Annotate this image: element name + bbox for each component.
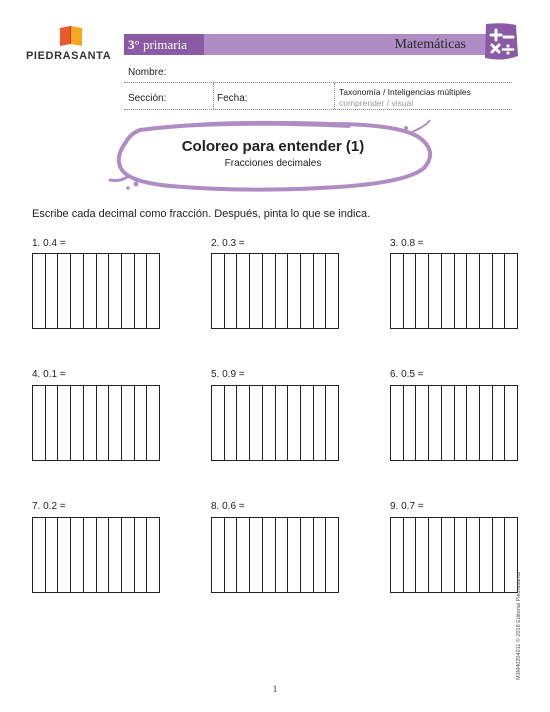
title-cloud-shape [100,118,440,196]
exercise-label: 3. 0.8 = [390,238,424,249]
book-logo-icon [58,24,84,46]
name-line [124,82,512,83]
page-number: 1 [272,684,278,694]
tenths-grid[interactable] [390,385,518,461]
instructions-text: Escribe cada decimal como fracción. Después, pinta lo que se indica. [32,208,371,220]
form-divider [334,83,335,109]
date-label: Fecha: [217,93,248,104]
exercise-label: 8. 0.6 = [211,501,245,512]
tenths-grid[interactable] [32,517,160,593]
grade-badge [124,34,204,55]
tenths-grid[interactable] [32,385,160,461]
exercise-label: 1. 0.4 = [32,238,66,249]
brand-logo-text: PIEDRASANTA [26,50,112,62]
tenths-grid[interactable] [211,517,339,593]
tenths-grid[interactable] [390,517,518,593]
exercise-label: 7. 0.2 = [32,501,66,512]
taxonomy-value: comprender / visual [339,98,414,108]
tenths-grid[interactable] [390,253,518,329]
exercise-label: 4. 0.1 = [32,369,66,380]
section-line [124,109,512,110]
exercise-label: 9. 0.7 = [390,501,424,512]
subject-title: Matemáticas [394,37,466,52]
page-title: Coloreo para entender (1) [181,138,365,155]
exercise-label: 5. 0.9 = [211,369,245,380]
grade-number: 3° [128,37,140,52]
exercise-label: 6. 0.5 = [390,369,424,380]
section-label: Sección: [128,93,167,104]
tenths-grid[interactable] [211,385,339,461]
tenths-grid[interactable] [211,253,339,329]
taxonomy-label: Taxonomía / Inteligencias múltiples [339,87,471,97]
name-label: Nombre: [128,67,167,78]
math-operations-icon [482,22,520,62]
exercise-label: 2. 0.3 = [211,238,245,249]
copyright-notice: M3M40204011 © 2018 Editorial Piedrasanta [516,572,522,680]
tenths-grid[interactable] [32,253,160,329]
grade-word: primaria [142,37,187,52]
page-subtitle: Fracciones decimales [224,158,322,169]
form-divider [213,83,214,109]
